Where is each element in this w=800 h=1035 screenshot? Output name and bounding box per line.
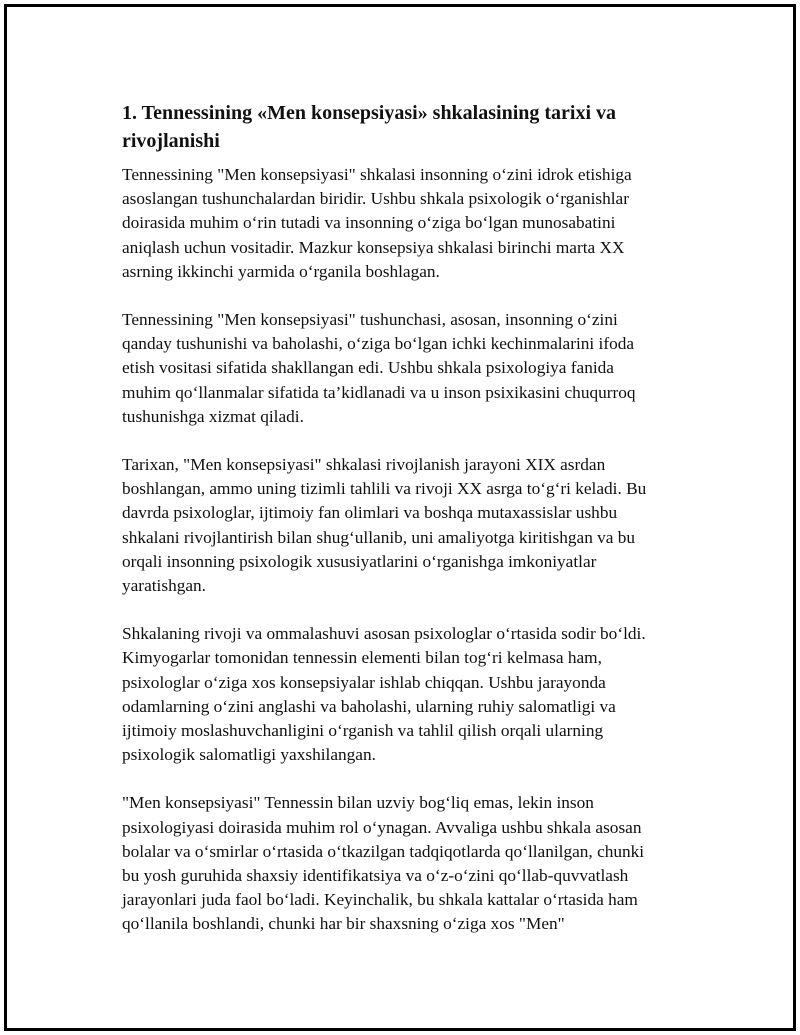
text-line: davrda psixologlar, ijtimoiy fan olimlari va boshqa mutaxassislar ushbu (122, 503, 618, 523)
page-frame (4, 4, 796, 1031)
heading-line: 1. Tennessining «Men konsepsiyasi» shkalasining tarixi va (122, 102, 617, 124)
text-line: orqali insonning psixologik xususiyatlarini o‘rganishga imkoniyatlar (122, 551, 597, 571)
text-line: bu yosh guruhida shaxsiy identifikatsiya va o‘z-o‘zini qo‘llab-quvvatlash (122, 866, 629, 886)
text-line: psixologiyasi doirasida muhim rol o‘ynagan. Avvaliga ushbu shkala asosan (122, 817, 642, 837)
text-line: Tarixan, "Men konsepsiyasi" shkalasi rivojlanish jarayoni XIX asrdan (122, 455, 606, 475)
text-line: qanday tushunishi va baholashi, o‘ziga bo‘lgan ichki kechinmalarini ifoda (122, 334, 635, 354)
text-line: doirasida muhim o‘rin tutadi va insonning o‘ziga bo‘lgan munosabatini (122, 213, 616, 233)
text-line: Shkalaning rivoji va ommalashuvi asosan psixologlar o‘rtasida sodir bo‘ldi. (122, 624, 646, 644)
text-line: odamlarning o‘zini anglashi va baholashi, ularning ruhiy salomatligi va (122, 696, 616, 716)
text-line: psixologlar o‘ziga xos konsepsiyalar ishlab chiqqan. Ushbu jarayonda (122, 672, 606, 692)
heading-line: rivojlanishi (122, 130, 220, 152)
section-heading (122, 99, 697, 155)
text-line: tushunishga xizmat qiladi. (122, 406, 304, 426)
text-line: shkalani rivojlantirish bilan shug‘ullanib, uni amaliyotga kiritishgan va bu (122, 527, 636, 547)
document-body (122, 99, 697, 937)
paragraph-2 (122, 308, 697, 429)
paragraph-1 (122, 163, 697, 284)
text-line: boshlangan, ammo uning tizimli tahlili va rivoji XX asrga to‘g‘ri keladi. Bu (122, 479, 647, 499)
paragraph-3 (122, 453, 697, 598)
text-line: jarayonlari juda faol bo‘ladi. Keyinchalik, bu shkala kattalar o‘rtasida ham (122, 890, 638, 910)
text-line: bolalar va o‘smirlar o‘rtasida o‘tkazilgan tadqiqotlarda qo‘llanilgan, chunki (122, 841, 645, 861)
text-line: "Men konsepsiyasi" Tennessin bilan uzviy bog‘liq emas, lekin inson (122, 793, 594, 813)
text-line: asoslangan tushunchalardan biridir. Ushbu shkala psixologik o‘rganishlar (122, 189, 629, 209)
text-line: aniqlash uchun vositadir. Mazkur konsepsiya shkalasi birinchi marta XX (122, 237, 625, 257)
text-line: Kimyogarlar tomonidan tennessin elementi bilan tog‘ri kelmasa ham, (122, 648, 602, 668)
text-line: qo‘llanila boshlandi, chunki har bir shaxsning o‘ziga xos "Men" (122, 914, 565, 934)
text-line: psixologik salomatligi yaxshilangan. (122, 745, 376, 765)
paragraph-5 (122, 791, 697, 936)
text-line: ijtimoiy moslashuvchanligini o‘rganish va tahlil qilish orqali ularning (122, 721, 604, 741)
text-line: Tennessining "Men konsepsiyasi" shkalasi insonning o‘zini idrok etishiga (122, 165, 632, 184)
text-line: yaratishgan. (122, 576, 206, 596)
text-line: muhim qo‘llanmalar sifatida ta’kidlanadi va u inson psixikasini chuqurroq (122, 382, 636, 402)
text-line: Tennessining "Men konsepsiyasi" tushunchasi, asosan, insonning o‘zini (122, 310, 618, 330)
text-line: asrning ikkinchi yarmida o‘rganila boshlagan. (122, 261, 440, 281)
text-line: etish vositasi sifatida shakllangan edi. Ushbu shkala psixologiya fanida (122, 358, 614, 378)
paragraph-4 (122, 622, 697, 767)
